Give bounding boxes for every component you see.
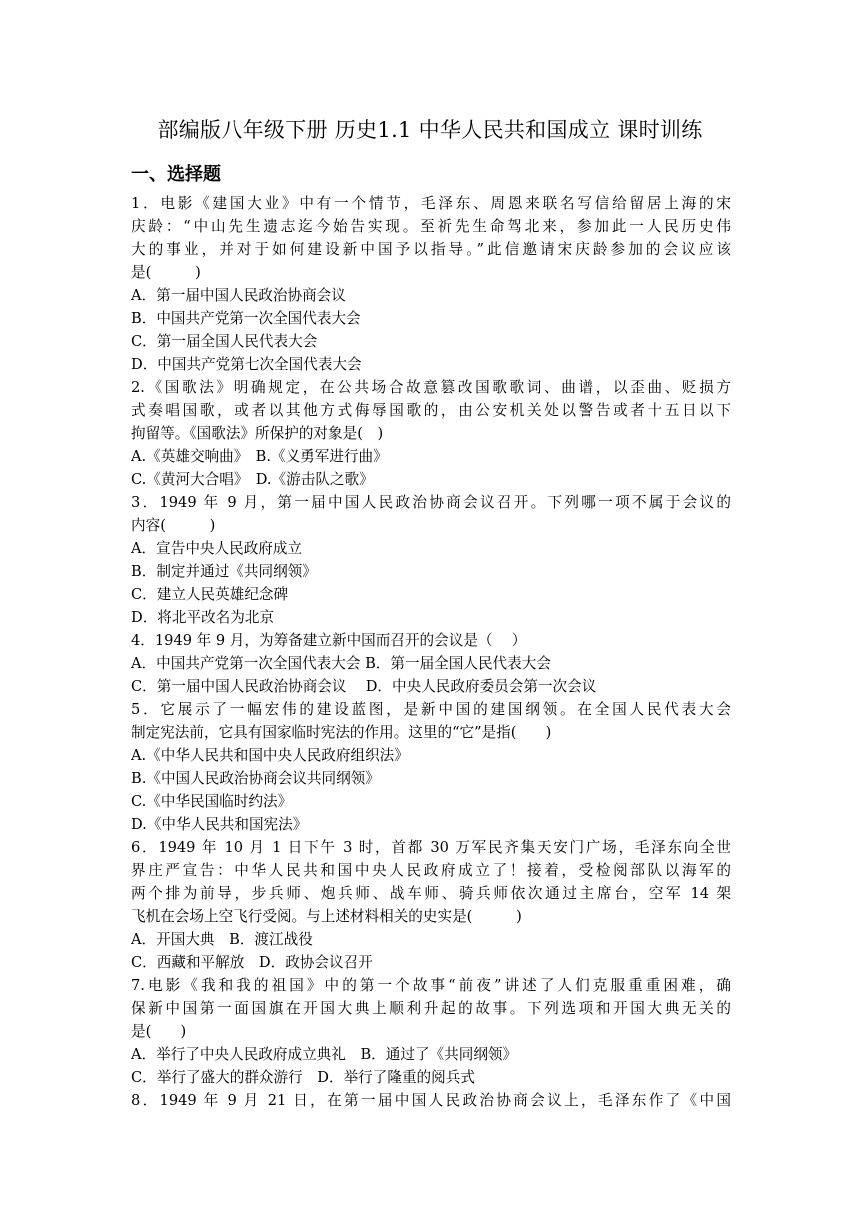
text-line: A.《中华人民共和国中央人民政府组织法》 — [131, 747, 409, 764]
text-line: B.《中国人民政治协商会议共同纲领》 — [131, 770, 380, 787]
text-line: 7.电影《我和我的祖国》中的第一个故事“前夜”讲述了人们克服重重困难，确 — [131, 977, 731, 994]
text-line: A.《英雄交响曲》 B.《义勇军进行曲》 — [131, 448, 388, 465]
text-line: B．制定并通过《共同纲领》 — [131, 563, 317, 580]
text-line: B．中国共产党第一次全国代表大会 — [131, 310, 361, 327]
text-line: C．西藏和平解放 D．政协会议召开 — [131, 954, 373, 971]
text-line: A．第一届中国人民政治协商会议 — [131, 287, 346, 304]
text-line: A．中国共产党第一次全国代表大会 B．第一届全国人民代表大会 — [131, 655, 551, 672]
text-line: 是( ) — [131, 264, 201, 281]
text-line: 1．电影《建国大业》中有一个情节，毛泽东、周恩来联名写信给留居上海的宋 — [131, 195, 731, 212]
text-line: D．将北平改名为北京 — [131, 609, 275, 626]
text-line: 4．1949 年 9 月，为筹备建立新中国而召开的会议是（ ） — [131, 632, 527, 649]
document-title: 部编版八年级下册 历史1.1 中华人民共和国成立 课时训练 — [157, 118, 703, 142]
text-line: 6．1949 年 10 月 1 日下午 3 时，首都 30 万军民齐集天安门广场，毛泽东向全世 — [131, 839, 731, 856]
text-line: 2.《国歌法》明确规定，在公共场合故意篡改国歌歌词、曲谱，以歪曲、贬损方 — [131, 379, 731, 396]
text-line: C.《中华民国临时约法》 — [131, 793, 293, 810]
section-heading: 一、选择题 — [131, 164, 221, 185]
text-line: C．建立人民英雄纪念碑 — [131, 586, 289, 603]
text-line: C．举行了盛大的群众游行 D．举行了隆重的阅兵式 — [131, 1069, 475, 1086]
text-line: 大的事业，并对于如何建设新中国予以指导。”此信邀请宋庆龄参加的会议应该 — [131, 241, 731, 258]
text-line: 庆龄：“中山先生遗志迄今始告实现。至祈先生命驾北来，参加此一人民历史伟 — [131, 218, 731, 235]
text-line: 制定宪法前，它具有国家临时宪法的作用。这里的“它”是指( ) — [131, 724, 552, 741]
text-line: D.《中华人民共和国宪法》 — [131, 816, 308, 833]
text-line: 飞机在会场上空飞行受阅。与上述材料相关的史实是( ) — [131, 908, 522, 925]
text-line: 5．它展示了一幅宏伟的建设蓝图，是新中国的建国纲领。在全国人民代表大会 — [131, 701, 731, 718]
text-line: C.《黄河大合唱》 D.《游击队之歌》 — [131, 471, 374, 488]
text-line: 界庄严宣告：中华人民共和国中央人民政府成立了！接着，受检阅部队以海军的 — [131, 862, 731, 879]
text-line: 式奏唱国歌，或者以其他方式侮辱国歌的，由公安机关处以警告或者十五日以下 — [131, 402, 731, 419]
text-line: 8．1949 年 9 月 21 日，在第一届中国人民政治协商会议上，毛泽东作了《中国 — [131, 1092, 731, 1109]
text-line: C．第一届中国人民政治协商会议 D．中央人民政府委员会第一次会议 — [131, 678, 597, 695]
text-line: C．第一届全国人民代表大会 — [131, 333, 318, 350]
text-line: 3．1949 年 9 月，第一届中国人民政治协商会议召开。下列哪一项不属于会议的 — [131, 494, 731, 511]
text-line: A．宣告中央人民政府成立 — [131, 540, 303, 557]
text-line: 拘留等。《国歌法》所保护的对象是( ) — [131, 425, 384, 442]
question-body — [131, 192, 731, 1112]
text-line: A．开国大典 B．渡江战役 — [131, 931, 313, 948]
text-line: D．中国共产党第七次全国代表大会 — [131, 356, 362, 373]
text-line: 内容( ) — [131, 517, 216, 534]
text-line: 保新中国第一面国旗在开国大典上顺利升起的故事。下列选项和开国大典无关的 — [131, 1000, 731, 1017]
text-line: A．举行了中央人民政府成立典礼 B．通过了《共同纲领》 — [131, 1046, 518, 1063]
text-line: 是( ) — [131, 1023, 187, 1040]
text-line: 两个排为前导，步兵师、炮兵师、战车师、骑兵师依次通过主席台，空军 14 架 — [131, 885, 731, 902]
